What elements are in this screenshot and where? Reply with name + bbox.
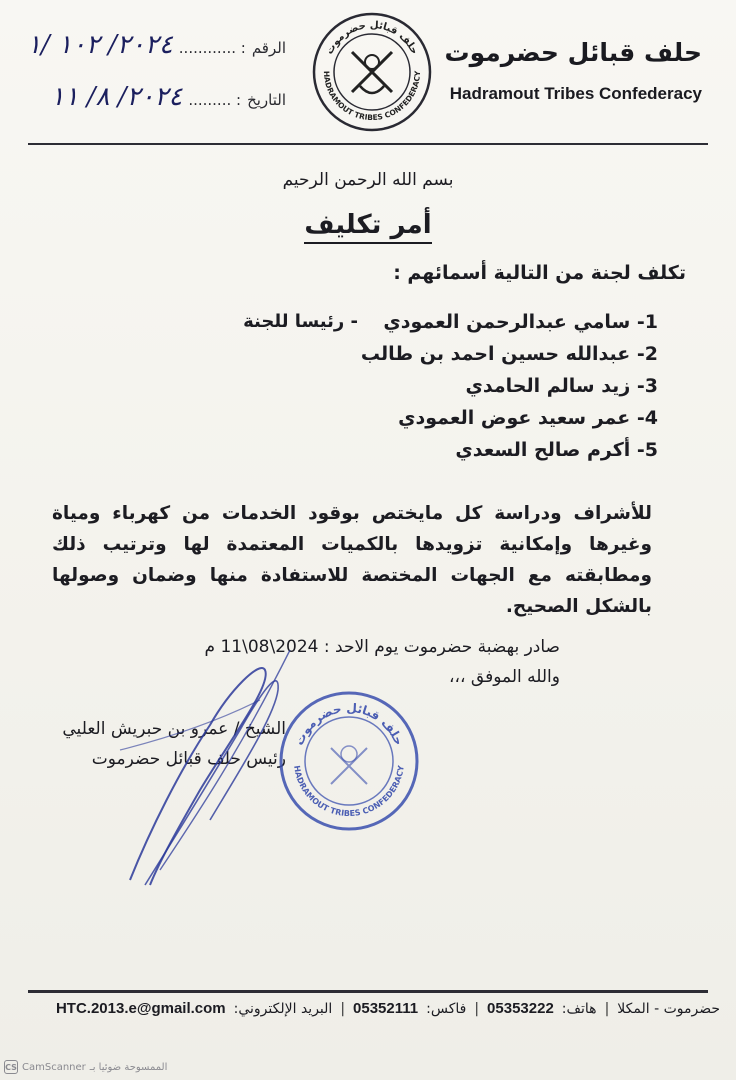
reference-label: الرقم [251, 39, 286, 57]
stamp-ring-english: HADRAMOUT TRIBES CONFEDERACY [292, 764, 406, 819]
committee-members-list [361, 306, 658, 466]
camscanner-badge-icon: CS [4, 1060, 18, 1074]
footer-phone-label: هاتف: [561, 1001, 597, 1017]
issued-line: صادر بهضبة حضرموت يوم الاحد : 2024\08\11 م [204, 637, 560, 657]
watermark-app: CamScanner [22, 1061, 86, 1073]
header-divider [28, 143, 708, 145]
date-value: ٢٠٢٤/ ٨/ ١١ [50, 82, 183, 112]
stamp-ring-arabic: حلف قبائل حضرموت [291, 700, 407, 748]
committee-head-role: - رئيسا للجنة [243, 311, 358, 332]
official-stamp-icon [276, 688, 422, 834]
date-label: التاريخ [247, 91, 286, 109]
member-item: 2- عبدالله حسين احمد بن طالب [360, 343, 658, 365]
task-paragraph: للأشراف ودراسة كل مايختص بوقود الخدمات من كهرباء ومياة وغيرها وإمكانية تزويدها بالكميات المعتمدة لها وترتيب ذلك ومطابقته مع الجهات المختصة للاستفادة منها وضمان وصولها بالشكل الصحيح. [52, 503, 652, 617]
footer-phone: 05353222 [487, 1000, 554, 1017]
reference-number-row: الرقم : ............ ٢٠٢٤/ ١٠٢ /١ [26, 30, 286, 60]
svg-text:HADRAMOUT TRIBES CONFEDERACY [322, 70, 422, 122]
footer-email: HTC.2013.e@gmail.com [55, 1000, 226, 1017]
signatory-position: رئيس حلف قبائل حضرموت [91, 749, 286, 769]
scanner-watermark [4, 1060, 167, 1074]
footer-email-label: البريد الإلكتروني: [233, 1001, 333, 1017]
document-title-text: أمر تكليف [304, 210, 431, 244]
member-item: 3- زيد سالم الحامدي [465, 375, 658, 397]
document-title [0, 210, 736, 240]
footer-divider [28, 990, 708, 993]
member-item: 5- أكرم صالح السعدي [455, 439, 658, 461]
closing-line: والله الموفق ،،، [449, 667, 560, 687]
watermark-note: الممسوحة ضوئيا بـ [89, 1061, 168, 1073]
member-item: 1- سامي عبدالرحمن العمودي [383, 311, 658, 333]
svg-text:HADRAMOUT TRIBES CONFEDERACY [292, 765, 406, 818]
brand-title-arabic: حلف قبائل حضرموت [444, 38, 702, 67]
signatory-name: الشيخ / عمرو بن حبريش العليي [62, 719, 286, 739]
footer-fax: 05352111 [353, 1000, 419, 1017]
footer-contact: حضرموت - المكلا | هاتف: 05353222 | فاكس: 05352111 | البريد الإلكتروني: HTC.2013.e@gmail.com [55, 1000, 720, 1017]
logo-ring-english: HADRAMOUT TRIBES CONFEDERACY [321, 70, 423, 123]
footer-fax-label: فاكس: [426, 1001, 467, 1017]
confederacy-logo-icon [308, 8, 436, 136]
basmala: بسم الله الرحمن الرحيم [282, 170, 454, 190]
intro-line: تكلف لجنة من التالية أسمائهم : [393, 262, 686, 284]
date-row: التاريخ : ......... ٢٠٢٤/ ٨/ ١١ [50, 82, 286, 112]
logo-ring-arabic: حلف قبائل حضرموت [324, 19, 420, 57]
reference-value: ٢٠٢٤/ ١٠٢ /١ [26, 30, 173, 60]
member-item: 4- عمر سعيد عوض العمودي [398, 407, 658, 429]
footer-address: حضرموت - المكلا [617, 1001, 720, 1017]
brand-title-english: Hadramout Tribes Confederacy [449, 84, 702, 103]
